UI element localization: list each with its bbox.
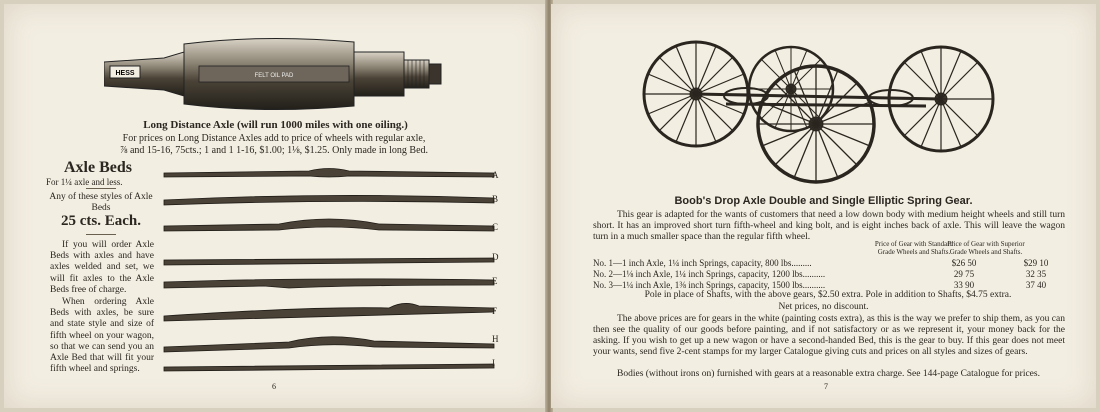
gear-row-price-standard: 29 75 bbox=[953, 269, 975, 279]
bed-letter-h: H bbox=[492, 334, 499, 344]
axle-price-note bbox=[24, 133, 524, 157]
divider bbox=[86, 234, 116, 235]
hess-label: HESS bbox=[115, 70, 135, 77]
bodies-paragraph: Bodies (without irons on) furnished with gears at a reasonable extra charge. See 144-page Catalogue for prices. bbox=[617, 369, 1040, 379]
gear-description: This gear is adapted for the wants of customers that need a low down body with medium height wheels and still turn short. It has an improved short turn fifth-wheel and king bolt, and is eight inches back of axle. This will leave the wagon turn in a much smaller space than the regular fifth wheel. bbox=[593, 210, 1065, 242]
page-number-left: 6 bbox=[272, 382, 276, 391]
gear-row-desc: No. 1—1 inch Axle, 1¼ inch Springs, capacity, 800 lbs......... bbox=[593, 258, 812, 268]
axle-beds-heading: Axle Beds bbox=[64, 159, 132, 176]
right-page bbox=[551, 4, 1096, 408]
bed-letter-i: I bbox=[492, 358, 495, 368]
page-number-right: 7 bbox=[824, 382, 828, 391]
bed-letter-d: D bbox=[492, 252, 499, 262]
price-header-superior: Price of Gear with Superior Grade Wheels and Shafts. bbox=[947, 240, 1025, 256]
axle-bed-h bbox=[164, 337, 494, 352]
gear-row-1 bbox=[593, 258, 1063, 269]
net-prices-note: Net prices, no discount. bbox=[778, 302, 869, 312]
axle-beds-paragraph-1: If you will order Axle Beds with axles and have axles welded and set, we will fit axles to the Axle Beds free of charge. bbox=[50, 240, 154, 295]
felt-oil-pad-label: FELT OIL PAD bbox=[254, 73, 294, 79]
axle-beds-size: For 1¼ axle and less. bbox=[46, 177, 123, 187]
pole-note: Pole in place of Shafts, with the above gears, $2.50 extra. Pole in addition to Shafts, $4.75 extra. bbox=[644, 290, 1012, 300]
axle-bed-e bbox=[164, 279, 494, 288]
gear-row-price-standard: 33 90 bbox=[953, 280, 975, 290]
gear-row-2 bbox=[593, 269, 1063, 280]
axle-bed-a bbox=[164, 169, 494, 178]
above-prices-paragraph: The above prices are for gears in the white (painting costs extra), as this is the way we prefer to ship them, as you can then see the quality of our goods before painting, and if not satisfactory or as we represent it, your money back for the asking. If you wish to get up a new wagon or have a second-handed Bed, this is the gear to buy. If this gear does not meet your wants, send five 2-cent stamps for my larger Catalogue giving cuts and prices on all styles and sizes of gears. bbox=[593, 314, 1065, 357]
gear-row-price-superior: $29 10 bbox=[1023, 258, 1049, 268]
axle-caption: Long Distance Axle (will run 1000 miles with one oiling.) bbox=[143, 119, 408, 131]
axle-beds-price: 25 cts. Each. bbox=[61, 213, 141, 229]
price-header-standard: Price of Gear with Standard Grade Wheels and Shafts. bbox=[874, 240, 954, 256]
axle-bed-d bbox=[164, 258, 494, 265]
left-page bbox=[4, 4, 547, 408]
long-distance-axle-illustration bbox=[104, 34, 444, 114]
gear-row-price-standard: $26 50 bbox=[951, 258, 977, 268]
divider bbox=[86, 188, 116, 189]
axle-bed-styles-illustration bbox=[159, 164, 499, 374]
gear-row-desc: No. 3—1¼ inch Axle, 1⅜ inch Springs, capacity, 1500 lbs.......... bbox=[593, 280, 826, 290]
bed-letter-f: F bbox=[492, 306, 498, 316]
axle-beds-styles: Any of these styles of Axle Beds bbox=[49, 192, 153, 213]
bed-letter-b: B bbox=[492, 194, 499, 204]
bed-letter-e: E bbox=[492, 276, 498, 286]
axle-bed-c bbox=[164, 219, 494, 231]
bed-letter-c: C bbox=[492, 222, 499, 232]
gear-row-price-superior: 37 40 bbox=[1025, 280, 1047, 290]
axle-bed-i bbox=[164, 364, 494, 371]
axle-bed-b bbox=[164, 195, 494, 205]
gear-row-price-superior: 32 35 bbox=[1025, 269, 1047, 279]
elliptic-spring-gear-illustration bbox=[636, 34, 996, 184]
gear-row-desc: No. 2—1⅛ inch Axle, 1¼ inch Springs, capacity, 1200 lbs.......... bbox=[593, 269, 826, 279]
gear-title: Boob's Drop Axle Double and Single Elliptic Spring Gear. bbox=[674, 195, 973, 207]
axle-bed-f bbox=[164, 303, 494, 321]
axle-price-note-line1: For prices on Long Distance Axles add to price of wheels with regular axle, bbox=[122, 133, 426, 144]
axle-price-note-line2: ⅞ and 15-16, 75cts.; 1 and 1 1-16, $1.00; 1⅛, $1.25. Only made in long Bed. bbox=[119, 145, 429, 156]
axle-beds-paragraph-2: When ordering Axle Beds with axles, be sure and state style and size of fifth wheel on your wagon, so that we can send you an Axle Bed that will fit your fifth wheel and springs. bbox=[50, 297, 154, 375]
bed-letter-a: A bbox=[492, 170, 499, 180]
